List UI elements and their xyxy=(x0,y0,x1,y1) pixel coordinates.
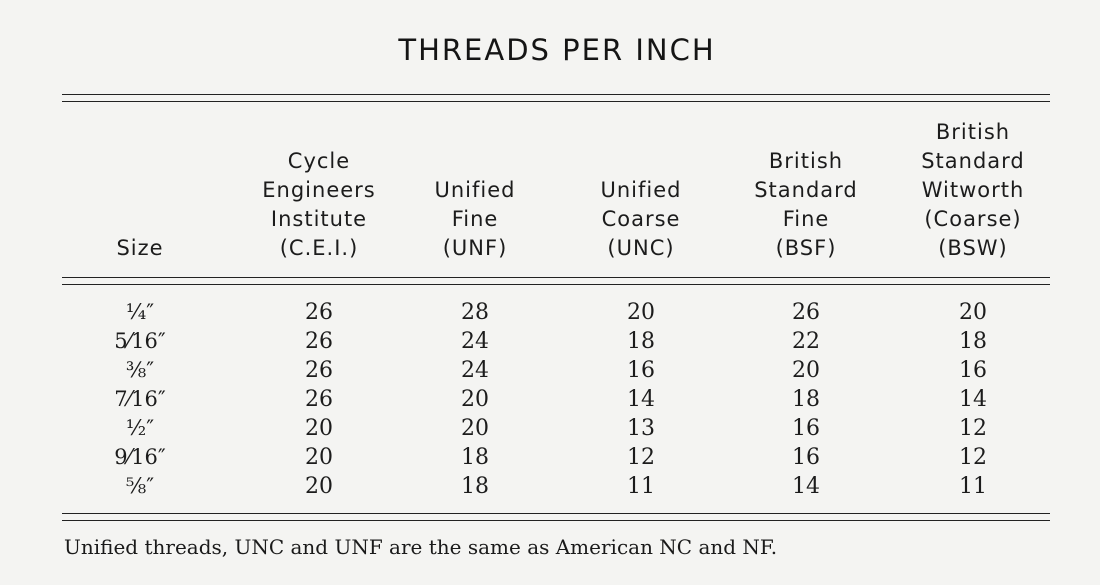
tpi-cell-unf: 20 xyxy=(461,387,489,412)
tpi-cell-unc: 14 xyxy=(627,387,655,412)
column-header-line: Size xyxy=(116,236,164,260)
size-cell: 7⁄16″ xyxy=(114,387,166,411)
footnote: Unified threads, UNC and UNF are the same as American NC and NF. xyxy=(64,535,778,559)
column-header-unf xyxy=(405,176,545,263)
column-header-line: (BSW) xyxy=(938,236,1008,260)
tpi-cell-unf: 24 xyxy=(461,358,489,383)
column-header-line: Unified xyxy=(600,178,682,202)
table-row xyxy=(62,298,1050,327)
column-header-bsf xyxy=(726,147,886,263)
tpi-cell-bsw: 18 xyxy=(959,329,987,354)
tpi-cell-unc: 13 xyxy=(627,416,655,441)
column-header-line: British xyxy=(935,120,1011,144)
column-header-bsw xyxy=(888,118,1058,263)
header-rule-upper xyxy=(62,277,1050,278)
tpi-cell-bsw: 11 xyxy=(959,474,987,499)
table-row xyxy=(62,356,1050,385)
tpi-cell-cei: 20 xyxy=(305,474,333,499)
column-header-line: Unified xyxy=(434,178,516,202)
tpi-cell-bsf: 16 xyxy=(792,416,820,441)
column-header-size xyxy=(80,234,200,263)
tpi-cell-bsf: 14 xyxy=(792,474,820,499)
header-rule-lower xyxy=(62,284,1050,285)
column-header-line: Coarse xyxy=(601,207,681,231)
tpi-cell-unf: 24 xyxy=(461,329,489,354)
tpi-cell-unc: 18 xyxy=(627,329,655,354)
table-row xyxy=(62,414,1050,443)
size-cell: 5⁄16″ xyxy=(114,329,166,353)
page-title: THREADS PER INCH xyxy=(398,33,716,67)
column-header-line: Fine xyxy=(782,207,830,231)
tpi-cell-unf: 18 xyxy=(461,445,489,470)
column-header-line: Standard xyxy=(754,178,858,202)
tpi-cell-bsw: 16 xyxy=(959,358,987,383)
table-row xyxy=(62,443,1050,472)
tpi-cell-unc: 16 xyxy=(627,358,655,383)
column-header-line: (BSF) xyxy=(775,236,837,260)
column-header-line: British xyxy=(768,149,844,173)
table-row xyxy=(62,327,1050,356)
column-header-line: (C.E.I.) xyxy=(279,236,359,260)
tpi-cell-bsf: 26 xyxy=(792,300,820,325)
column-header-line: Cycle xyxy=(287,149,351,173)
tpi-cell-unf: 18 xyxy=(461,474,489,499)
table-header-row xyxy=(62,110,1050,272)
size-cell: ½″ xyxy=(125,416,155,440)
column-header-line: Engineers xyxy=(262,178,376,202)
table-row xyxy=(62,385,1050,414)
tpi-cell-bsf: 22 xyxy=(792,329,820,354)
column-header-line: Fine xyxy=(451,207,499,231)
table-row xyxy=(62,472,1050,501)
column-header-cei xyxy=(239,147,399,263)
tpi-cell-unf: 28 xyxy=(461,300,489,325)
bottom-rule-upper xyxy=(62,513,1050,514)
tpi-cell-bsf: 20 xyxy=(792,358,820,383)
tpi-cell-unf: 20 xyxy=(461,416,489,441)
column-header-line: (Coarse) xyxy=(924,207,1022,231)
tpi-cell-cei: 20 xyxy=(305,416,333,441)
tpi-cell-bsf: 18 xyxy=(792,387,820,412)
column-header-line: Witworth xyxy=(921,178,1025,202)
tpi-cell-bsw: 12 xyxy=(959,416,987,441)
column-header-line: Institute xyxy=(270,207,368,231)
tpi-cell-cei: 26 xyxy=(305,300,333,325)
tpi-cell-unc: 11 xyxy=(627,474,655,499)
tpi-cell-bsw: 14 xyxy=(959,387,987,412)
column-header-unc xyxy=(571,176,711,263)
tpi-cell-bsf: 16 xyxy=(792,445,820,470)
tpi-cell-bsw: 12 xyxy=(959,445,987,470)
table-body xyxy=(62,298,1050,501)
size-cell: 9⁄16″ xyxy=(114,445,166,469)
tpi-cell-cei: 20 xyxy=(305,445,333,470)
column-header-line: Standard xyxy=(921,149,1025,173)
size-cell: ⅝″ xyxy=(125,474,155,498)
tpi-cell-unc: 20 xyxy=(627,300,655,325)
size-cell: ⅜″ xyxy=(125,358,155,382)
tpi-cell-unc: 12 xyxy=(627,445,655,470)
tpi-cell-cei: 26 xyxy=(305,358,333,383)
tpi-cell-cei: 26 xyxy=(305,387,333,412)
column-header-line: (UNC) xyxy=(607,236,675,260)
bottom-rule-lower xyxy=(62,520,1050,521)
tpi-cell-bsw: 20 xyxy=(959,300,987,325)
tpi-cell-cei: 26 xyxy=(305,329,333,354)
size-cell: ¼″ xyxy=(125,300,155,324)
top-rule-inner xyxy=(62,101,1050,102)
column-header-line: (UNF) xyxy=(442,236,508,260)
top-rule-outer xyxy=(62,94,1050,95)
